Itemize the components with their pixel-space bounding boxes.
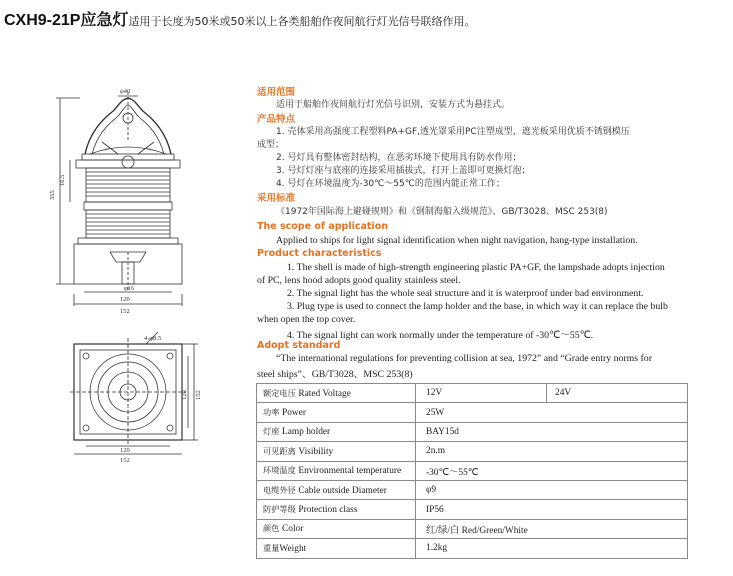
en-standard-heading: Adopt standard xyxy=(257,340,341,351)
dim-d40: φ40 xyxy=(120,88,131,95)
spec-key: 灯座 Lamp holder xyxy=(257,422,416,441)
dim-120-top: 120 xyxy=(120,296,130,303)
spec-key: 颜色 Color xyxy=(257,519,416,538)
spec-value: 25W xyxy=(416,403,688,422)
en-features-heading: Product characteristics xyxy=(257,248,382,259)
table-row xyxy=(257,403,688,422)
cn-scope-heading: 适用范围 xyxy=(257,87,296,98)
dim-152-bottom: 152 xyxy=(120,457,130,464)
en-standard-b: steel ships”、GB/T3028、MSC 253(8) xyxy=(257,369,413,380)
table-row xyxy=(257,500,688,519)
cn-feature-1b: 成型； xyxy=(257,140,285,150)
table-row xyxy=(257,442,688,461)
table-row xyxy=(257,519,688,538)
product-model: CXH9-21P应急灯 xyxy=(4,12,129,29)
spec-key: 可见距离 Visibility xyxy=(257,442,416,461)
technical-drawing xyxy=(40,82,240,572)
en-scope-heading: The scope of application xyxy=(257,221,388,232)
en-standard-a: “The international regulations for preventing collision at sea, 1972” and “Grade entry norms for xyxy=(276,353,652,364)
dim-152-top: 152 xyxy=(120,308,130,315)
spec-table xyxy=(256,383,688,559)
en-feature-2: 2. The signal light has the whole seal structure and it is waterproof under bad environment. xyxy=(287,288,644,299)
spec-value: IP56 xyxy=(416,500,688,519)
en-scope-text: Applied to ships for light signal identification when night navigation, hang-type installation. xyxy=(276,235,638,246)
en-feature-3b: when open the top cover. xyxy=(257,314,356,325)
spec-value: 12V xyxy=(416,384,547,403)
dim-152-side: 152 xyxy=(195,390,202,400)
en-feature-1b: of PC, lens hood adopts good quality stainless steel. xyxy=(257,275,461,286)
en-feature-3a: 3. Plug type is used to connect the lamp holder and the base, in which way it can replace the bulb xyxy=(287,301,668,312)
spec-key: 防护等级 Protection class xyxy=(257,500,416,519)
cn-feature-4: 4. 号灯在环境温度为-30℃～55℃的范围内能正常工作； xyxy=(276,179,505,189)
cn-feature-2: 2. 号灯具有整体密封结构，在恶劣环境下使用具有防水作用； xyxy=(276,153,522,163)
table-row xyxy=(257,422,688,441)
spec-value: BAY15d xyxy=(416,422,688,441)
page-title xyxy=(4,7,475,30)
dim-holes: 4-φ8.5 xyxy=(144,335,162,342)
cn-features-heading: 产品特点 xyxy=(257,114,296,125)
cn-feature-1a: 1. 壳体采用高强度工程塑料PA+GF,透光罩采用PC注塑成型，遮光板采用优质不锈钢模压 xyxy=(276,127,630,137)
en-feature-4: 4. The signal light can work normally under the temperature of -30℃～55℃. xyxy=(287,330,594,341)
cn-standard-heading: 采用标准 xyxy=(257,193,296,204)
dim-165: 16.5 xyxy=(59,174,66,186)
spec-value: φ9 xyxy=(416,480,688,499)
spec-value: -30℃～55℃ xyxy=(416,461,688,480)
spec-value: 红/绿/白 Red/Green/White xyxy=(416,519,688,538)
product-description: 适用于长度为50米或50米以上各类船舶作夜间航行灯光信号联络作用。 xyxy=(128,15,476,28)
cn-scope-text: 适用于船舶作夜间航行灯光信号识别，安装方式为悬挂式。 xyxy=(276,100,511,110)
en-feature-1a: 1. The shell is made of high-strength engineering plastic PA+GF, the lampshade adopts injection xyxy=(287,262,665,273)
spec-key: 功率 Power xyxy=(257,403,416,422)
spec-key: 重量Weight xyxy=(257,539,416,558)
table-row xyxy=(257,384,688,403)
spec-key: 环境温度 Environmental temperature xyxy=(257,461,416,480)
cn-standard-text: 《1972年国际海上避碰规则》和《钢制海船入级规范》、GB/T3028、MSC 253(8) xyxy=(276,207,608,217)
dim-d16: φ16 xyxy=(124,285,135,292)
table-row xyxy=(257,539,688,558)
spec-value: 1.2kg xyxy=(416,539,688,558)
lamp-drawing-svg xyxy=(40,82,240,572)
spec-key: 电缆外径 Cable outside Diameter xyxy=(257,480,416,499)
dim-120-bottom: 120 xyxy=(120,447,130,454)
cn-feature-3: 3. 号灯灯座与底座的连接采用插拔式，打开上盖即可更换灯泡； xyxy=(276,166,531,176)
dim-120-side: 120 xyxy=(181,390,188,400)
table-row xyxy=(257,480,688,499)
spec-key: 额定电压 Rated Voltage xyxy=(257,384,416,403)
dim-355: 355 xyxy=(49,190,56,200)
table-row xyxy=(257,461,688,480)
spec-value-2: 24V xyxy=(547,384,688,403)
spec-value: 2n.m xyxy=(416,442,688,461)
